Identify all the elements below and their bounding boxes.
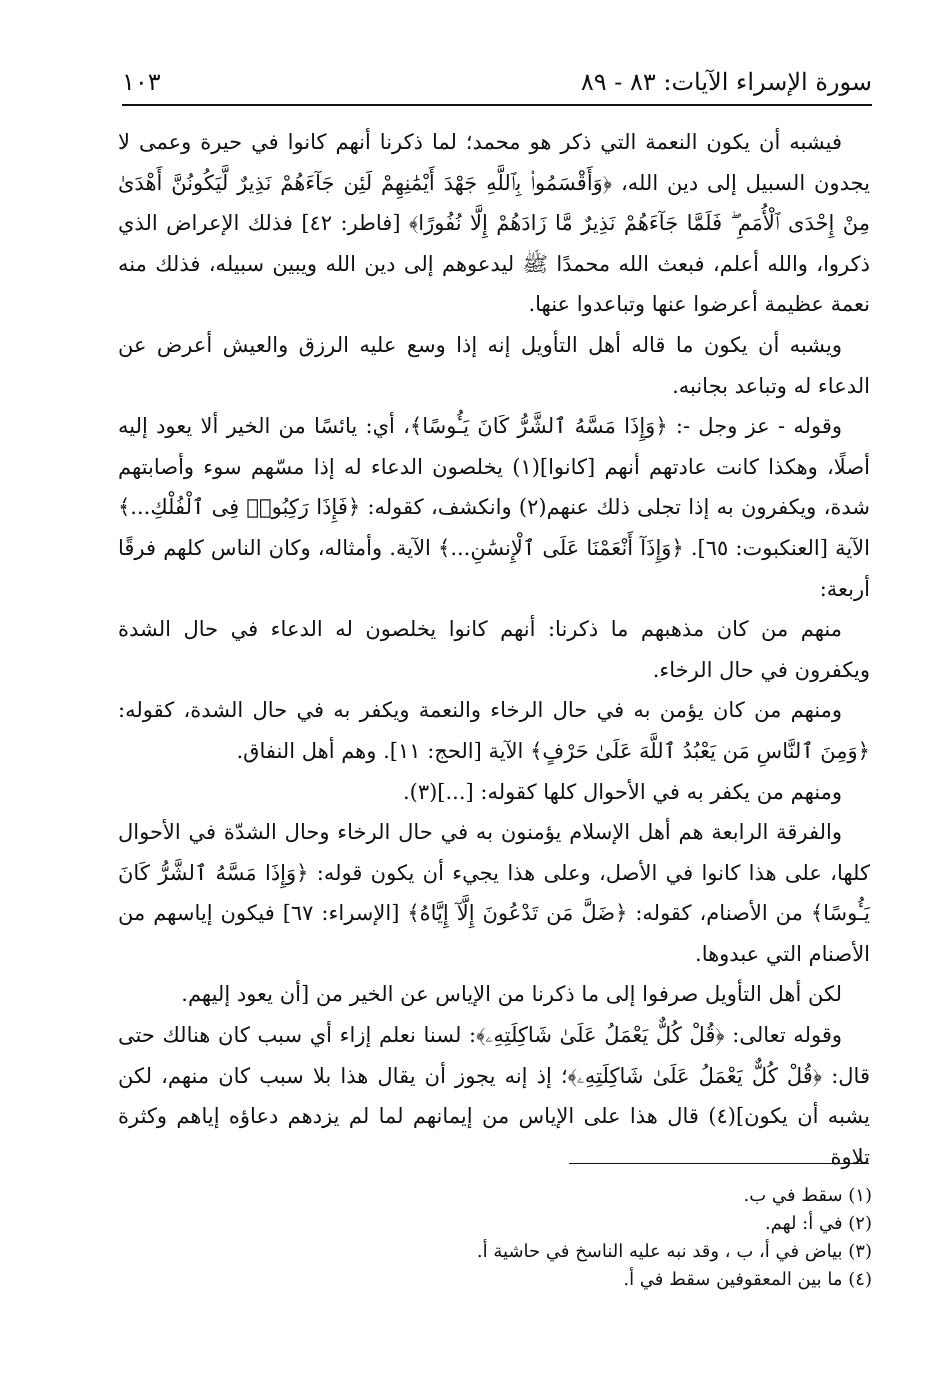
- paragraph: والفرقة الرابعة هم أهل الإسلام يؤمنون به في حال الرخاء وحال الشدّة في الأحوال كلها، على هذا كانوا في الأصل، وعلى هذا يجيء أن يكون قوله: ﴿وَإِذَا مَسَّهُ ٱلشَّرُّ كَانَ يَـُٔوسًا﴾ من الأصنام، كقوله: ﴿ضَلَّ مَن تَدْعُونَ إِلَّآ إِيَّاهُ﴾ [الإسراء: ٦٧] فيكون إياسهم من الأصنام التي عبدوها.: [118, 820, 870, 966]
- footnote: (٣) بياض في أ، ب ، وقد نبه عليه الناسخ في حاشية أ.: [476, 1241, 872, 1262]
- paragraph: ومنهم من كان يؤمن به في حال الرخاء والنعمة ويكفر به في حال الشدة، كقوله: ﴿وَمِنَ ٱلنَّاسِ مَن يَعْبُدُ ٱللَّهَ عَلَىٰ حَرْفٍ﴾ الآية [الحج: ١١]. وهم أهل النفاق.: [118, 698, 870, 763]
- paragraph: ومنهم من يكفر به في الأحوال كلها كقوله: [...](٣).: [402, 779, 842, 804]
- paragraph: فيشبه أن يكون النعمة التي ذكر هو محمد؛ لما ذكرنا أنهم كانوا في حيرة وعمى لا يجدون السبيل إلى دين الله، ﴿وَأَقْسَمُوا۟ بِٱللَّهِ جَهْدَ أَيْمَٰنِهِمْ لَئِن جَآءَهُمْ نَذِيرٌ لَّيَكُونُنَّ أَهْدَىٰ مِنْ إِحْدَى ٱلْأُمَمِ ۖ فَلَمَّا جَآءَهُمْ نَذِيرٌ مَّا زَادَهُمْ إِلَّا نُفُورًا﴾ [فاطر: ٤٢] فذلك الإعراض الذي ذكروا، والله أعلم، فبعث الله محمدًا ﷺ ليدعوهم إلى دين الله ويبين سبيله، فذلك منه نعمة عظيمة أعرضوا عنها وتباعدوا عنها.: [118, 130, 870, 317]
- paragraph: لكن أهل التأويل صرفوا إلى ما ذكرنا من الإياس عن الخير من [أن يعود إليهم.: [181, 982, 842, 1007]
- paragraph: وقوله - عز وجل -: ﴿وَإِذَا مَسَّهُ ٱلشَّرُّ كَانَ يَـُٔوسًا﴾، أي: يائسًا من الخير ألا يعود إليه أصلًا، وهكذا كانت عادتهم أنهم [كانوا](١) يخلصون الدعاء له إذا مسّهم سوء وأصابتهم شدة، ويكفرون به إذا تجلى ذلك عنهم(٢) وانكشف، كقوله: ﴿فَإِذَا رَكِبُوا۟ فِى ٱلْفُلْكِ...﴾ الآية [العنكبوت: ٦٥]. ﴿وَإِذَآ أَنْعَمْنَا عَلَى ٱلْإِنسَٰنِ...﴾ الآية. وأمثاله، وكان الناس كلهم فرقًا أربعة:: [118, 414, 871, 601]
- running-header: [122, 62, 872, 102]
- footnote: (٤) ما بين المعقوفين سقط في أ.: [623, 1269, 872, 1290]
- footnote: (٢) في أ: لهم.: [764, 1213, 872, 1234]
- body-text: [118, 122, 870, 1177]
- paragraph: وقوله تعالى: ﴿قُلْ كُلٌّ يَعْمَلُ عَلَىٰ شَاكِلَتِهِۦ﴾: لسنا نعلم إزاء أي سبب كان هنالك حتى قال: ﴿قُلْ كُلٌّ يَعْمَلُ عَلَىٰ شَاكِلَتِهِۦ﴾؛ إذ إنه يجوز أن يقال هذا بلا سبب كان منهم، لكن يشبه أن يكون](٤) قال هذا على الإياس من إيمانهم لما لم يزدهم دعاؤه إياهم وكثرة تلاوة: [118, 1023, 870, 1169]
- paragraph: ويشبه أن يكون ما قاله أهل التأويل إنه إذا وسع عليه الرزق والعيش أعرض عن الدعاء له وتباعد بجانبه.: [118, 332, 870, 398]
- header-title: سورة الإسراء الآيات: ٨٣ - ٨٩: [580, 68, 872, 96]
- footnotes: [300, 1182, 872, 1294]
- header-rule: [122, 104, 872, 106]
- footnote: (١) سقط في ب.: [743, 1185, 872, 1206]
- page-number: ١٠٣: [122, 68, 161, 96]
- footnote-rule: [569, 1163, 869, 1164]
- paragraph: منهم من كان مذهبهم ما ذكرنا: أنهم كانوا يخلصون له الدعاء في حال الشدة ويكفرون في حال الرخاء.: [118, 617, 870, 682]
